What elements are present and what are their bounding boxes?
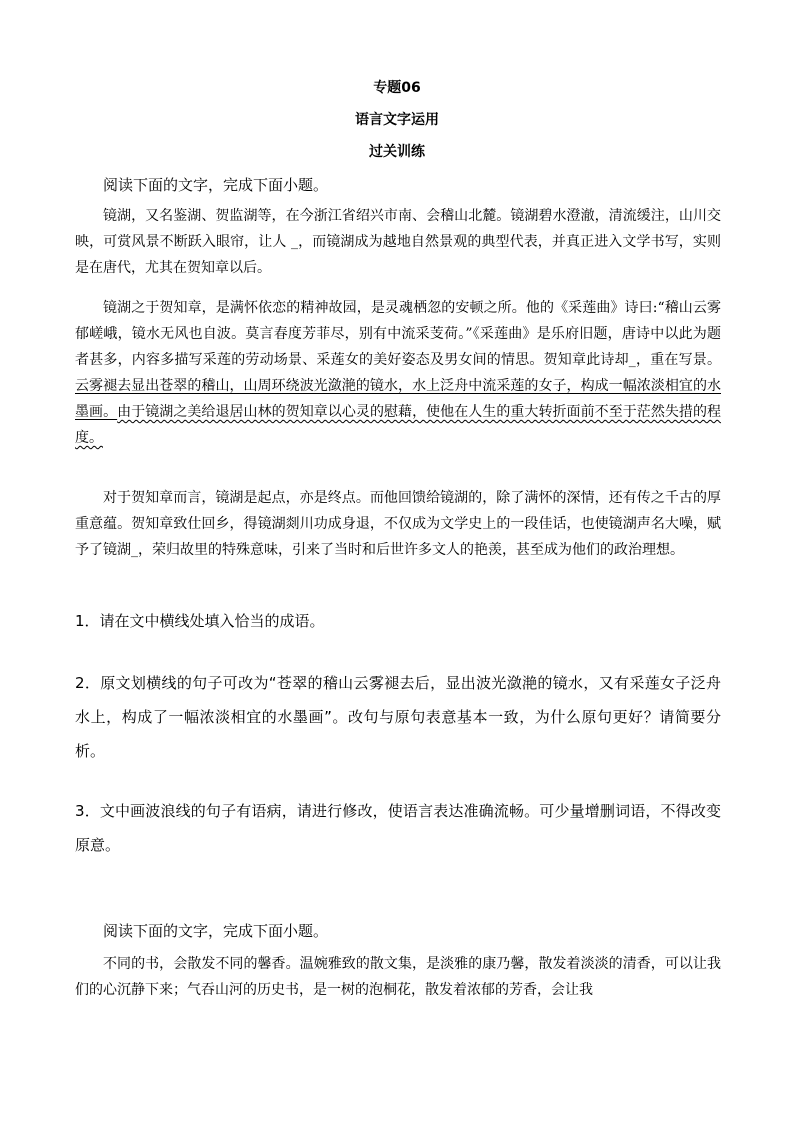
passage1-paragraph-1: 镜湖，又名鉴湖、贺监湖等，在今浙江省绍兴市南、会稽山北麓。镜湖碧水澄澈，清流缓注，山川交映，可赏风景不断跃入眼帘，让人 _，而镜湖成为越地自然景观的典型代表，并真正进入文学书写，实则是在唐代，尤其在贺知章以后。 bbox=[75, 208, 721, 276]
passage2-paragraph-1: 不同的书，会散发不同的馨香。温婉雅致的散文集，是淡雅的康乃馨，散发着淡淡的清香，可以让我们的心沉静下来；气吞山河的历史书，是一树的泡桐花，散发着浓郁的芳香，会让我 bbox=[75, 956, 721, 998]
document-section-title: 过关训练 bbox=[369, 144, 425, 160]
passage2-intro: 阅读下面的文字，完成下面小题。 bbox=[103, 922, 329, 940]
question-2: 2．原文划横线的句子可改为“苍翠的稽山云雾褪去后，显出波光潋滟的镜水，又有采莲女子泛舟水上，构成了一幅浓淡相宜的水墨画”。改句与原句表意基本一致，为什么原句更好？请简要分析。 bbox=[75, 674, 721, 760]
document-title: 专题06 bbox=[373, 80, 421, 96]
question-3: 3．文中画波浪线的句子有语病，请进行修改，使语言表达准确流畅。可少量增删词语，不得改变原意。 bbox=[75, 802, 721, 854]
question-1: 1．请在文中横线处填入恰当的成语。 bbox=[75, 612, 325, 630]
passage1-paragraph-2 bbox=[75, 295, 721, 451]
document-subtitle: 语言文字运用 bbox=[355, 112, 439, 128]
passage1-intro: 阅读下面的文字，完成下面小题。 bbox=[103, 176, 329, 194]
wavy-underlined-sentence: 由于镜湖之美给退居山林的贺知章以心灵的慰藉，使他在人生的重大转折面前不至于茫然失措的程度。 bbox=[75, 404, 722, 446]
passage1-paragraph-3: 对于贺知章而言，镜湖是起点，亦是终点。而他回馈给镜湖的，除了满怀的深情，还有传之千古的厚重意蕴。贺知章致仕回乡，得镜湖剡川功成身退，不仅成为文学史上的一段佳话，也使镜湖声名大噪，赋予了镜湖_，荣归故里的特殊意味，引来了当时和后世许多文人的艳羡，甚至成为他们的政治理想。 bbox=[75, 490, 721, 558]
paragraph-2-text: 镜湖之于贺知章，是满怀依恋的精神故园，是灵魂栖忽的安顿之所。他的《采莲曲》诗曰:“稽山云雾郁嵯峨，镜水无风也自波。莫言春度芳菲尽，别有中流采芰荷。”《采莲曲》是乐府旧题，唐诗中以此为题者甚多，内容多描写采莲的劳动场景、采莲女的美好姿态及男女间的情思。贺知章此诗却_，重在写景。 bbox=[75, 300, 721, 368]
underlined-sentence: 云雾褪去显出苍翠的稽山，山周环绕波光潋滟的镜水，水上泛舟中流采莲的女子，构成一幅浓淡相宜的水墨画。 bbox=[75, 378, 721, 420]
